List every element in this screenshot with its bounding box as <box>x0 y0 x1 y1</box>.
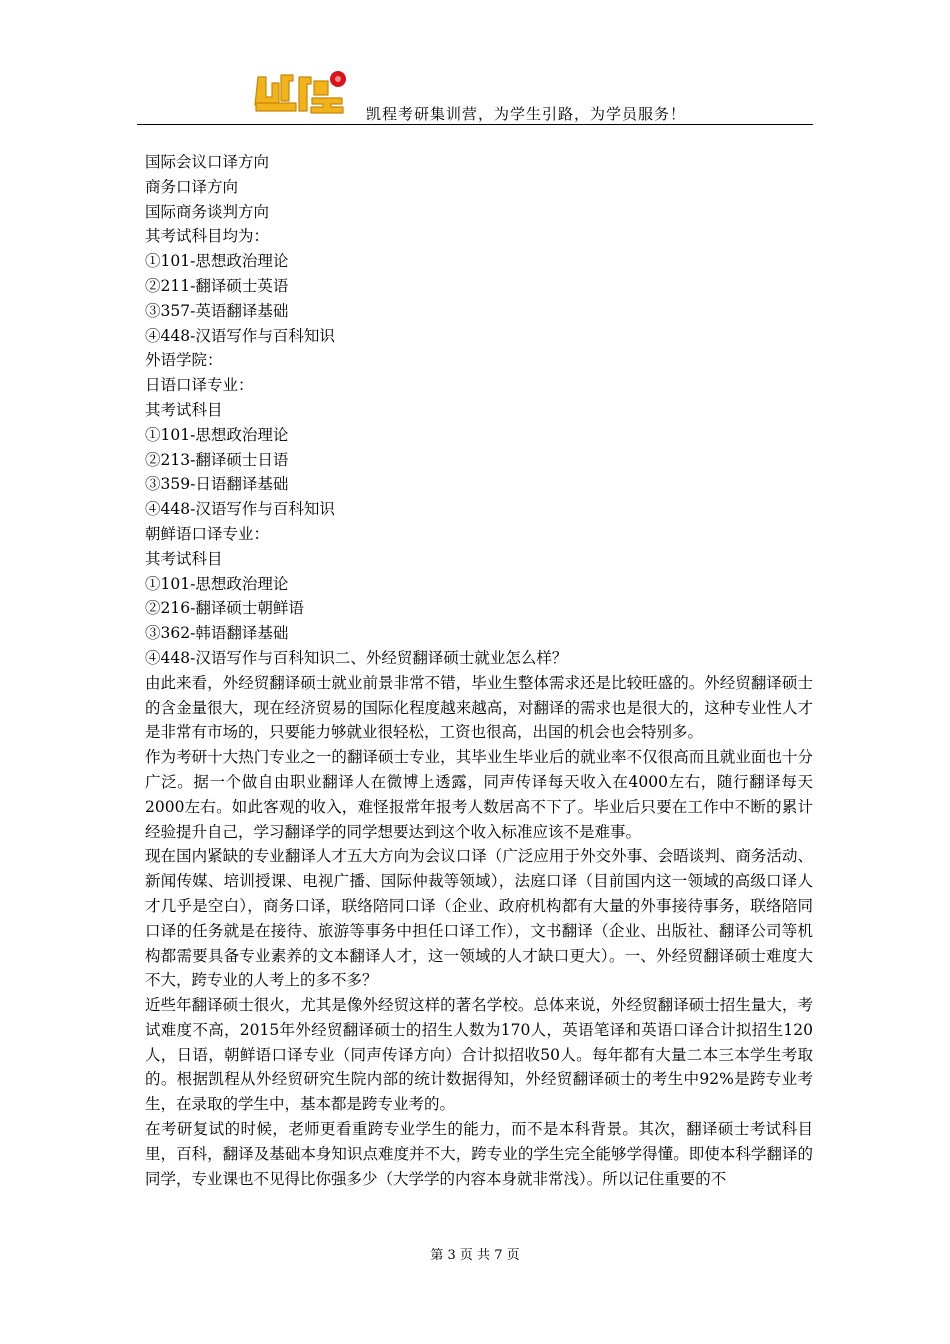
paragraph-admission-difficulty: 近些年翻译硕士很火，尤其是像外经贸这样的著名学校。总体来说，外经贸翻译硕士招生量大，考试难度不高，2015年外经贸翻译硕士的招生人数为170人，英语笔译和英语口译合计拟招生120人，日语，朝鲜语口译专业（同声传译方向）合计拟招收50人。每年都有大量二本三本学生考取的。根据凯程从外经贸研究生院内部的统计数据得知，外经贸翻译硕士的考生中92%是跨专业考生，在录取的学生中，基本都是跨专业考的。 <box>145 996 813 1114</box>
text-line: ④448-汉语写作与百科知识 <box>145 326 335 345</box>
paragraph-retest: 在考研复试的时候，老师更看重跨专业学生的能力，而不是本科背景。其次，翻译硕士考试科目里，百科，翻译及基础本身知识点难度并不大，跨专业的学生完全能够学得懂。即使本科学翻译的同学，专业课也不见得比你强多少（大学学的内容本身就非常浅）。所以记住重要的不 <box>145 1120 813 1188</box>
text-line: 商务口译方向 <box>145 177 239 196</box>
text-line: ②216-翻译硕士朝鲜语 <box>145 599 304 618</box>
text-line: 国际商务谈判方向 <box>145 202 270 221</box>
text-line: ②211-翻译硕士英语 <box>145 276 289 295</box>
header-slogan: 凯程考研集训营，为学生引路，为学员服务！ <box>366 105 687 123</box>
paragraph-translation-directions: 现在国内紧缺的专业翻译人才五大方向为会议口译（广泛应用于外交外事、会晤谈判、商务活动、新闻传媒、培训授课、电视广播、国际仲裁等领域），法庭口译（目前国内这一领域的高级口译人才几乎是空白），商务口译，联络陪同口译（企业、政府机构都有大量的外事接待事务，联络陪同口译的任务就是在接待、旅游等事务中担任口译工作），文书翻译（企业、出版社、翻译公司等机构都需要具备专业素养的文本翻译人才，这一领域的人才缺口更大）。一、外经贸翻译硕士难度大不大，跨专业的人考上的多不多？ <box>145 847 813 990</box>
page-content <box>145 150 813 1191</box>
text-line: ③362-韩语翻译基础 <box>145 624 289 643</box>
text-line: 其考试科目均为： <box>145 227 270 246</box>
text-line: 外语学院： <box>145 351 223 370</box>
kaicheng-logo <box>254 67 350 119</box>
text-line: ③359-日语翻译基础 <box>145 475 289 494</box>
text-line: ③357-英语翻译基础 <box>145 301 289 320</box>
text-line: 其考试科目 <box>145 400 223 419</box>
page-number: 第 3 页 共 7 页 <box>430 1248 520 1263</box>
text-line: 朝鲜语口译专业： <box>145 524 270 543</box>
text-line: ①101-思想政治理论 <box>145 574 289 593</box>
text-line: ①101-思想政治理论 <box>145 252 289 271</box>
text-line: 其考试科目 <box>145 549 223 568</box>
text-line: ④448-汉语写作与百科知识 <box>145 500 335 519</box>
text-line: ②213-翻译硕士日语 <box>145 450 289 469</box>
paragraph-employment-outlook: 由此来看，外经贸翻译硕士就业前景非常不错，毕业生整体需求还是比较旺盛的。外经贸翻译硕士的含金量很大，现在经济贸易的国际化程度越来越高，对翻译的需求也是很大的，这种专业性人才是非常有市场的，只要能力够就业很轻松，工资也很高，出国的机会也会特别多。 <box>145 673 813 742</box>
page-header <box>137 60 813 125</box>
paragraph-salary: 作为考研十大热门专业之一的翻译硕士专业，其毕业生毕业后的就业率不仅很高而且就业面也十分广泛。据一个做自由职业翻译人在微博上透露，同声传译每天收入在4000左右，随行翻译每天2000左右。如此客观的收入，难怪报常年报考人数居高不下了。毕业后只要在工作中不断的累计经验提升自己，学习翻译学的同学想要达到这个收入标准应该不是难事。 <box>145 748 813 841</box>
text-line: ①101-思想政治理论 <box>145 425 289 444</box>
text-line: 日语口译专业： <box>145 376 254 395</box>
text-line: ④448-汉语写作与百科知识二、外经贸翻译硕士就业怎么样？ <box>145 648 568 667</box>
text-line: 国际会议口译方向 <box>145 153 270 171</box>
